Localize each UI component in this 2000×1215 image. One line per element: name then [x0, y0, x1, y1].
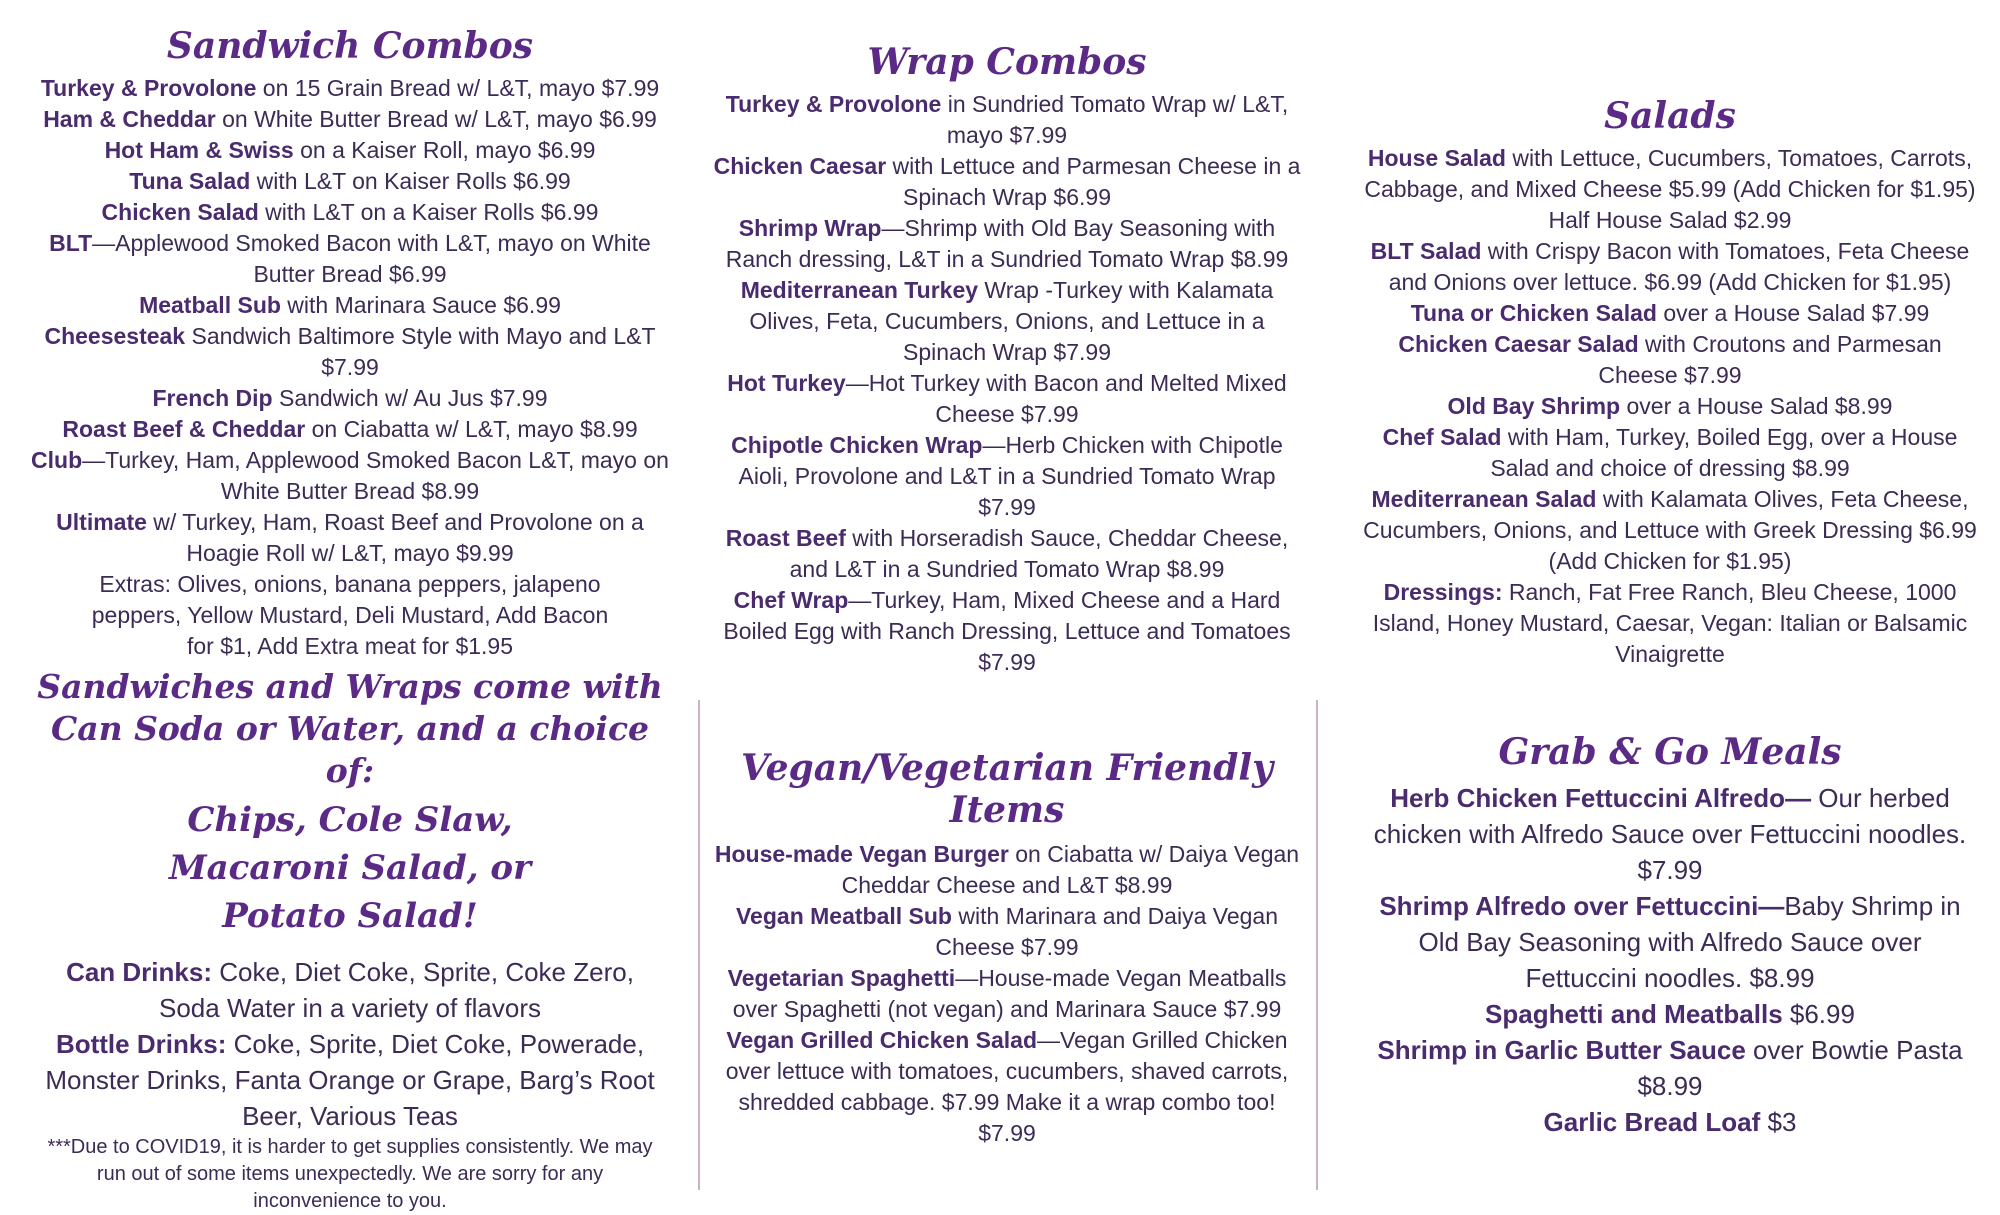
menu-item: Shrimp Alfredo over Fettuccini—Baby Shrimp in Old Bay Seasoning with Alfredo Sauce over Fettuccini noodles. $8.99 — [1379, 890, 1961, 993]
menu-item: Mediterranean Salad with Kalamata Olives, Feta Cheese, Cucumbers, Onions, and Lettuce with Greek Dressing $6.99 (Add Chicken for $1.95) — [1363, 486, 1977, 575]
menu-item: Chicken Caesar Salad with Croutons and Parmesan Cheese $7.99 — [1398, 331, 1942, 389]
menu-item: Old Bay Shrimp over a House Salad $8.99 — [1447, 393, 1893, 420]
grab-go-list — [1360, 780, 1980, 1140]
vegan-list — [712, 839, 1302, 1149]
bottle-drinks: Bottle Drinks: Coke, Sprite, Diet Coke, Powerade, Monster Drinks, Fanta Orange or Grape, Barg’s Root Beer, Various Teas — [45, 1029, 655, 1132]
menu-item: Herb Chicken Fettuccini Alfredo— Our herbed chicken with Alfredo Sauce over Fettuccini noodles. $7.99 — [1373, 782, 1967, 885]
column-wraps — [712, 0, 1302, 1149]
section-title-wrap-combos: Wrap Combos — [867, 41, 1147, 83]
section-title-grab-go: Grab & Go Meals — [1498, 731, 1842, 774]
menu-item: Chef Wrap—Turkey, Ham, Mixed Cheese and a Hard Boiled Egg with Ranch Dressing, Lettuce and Tomatoes $7.99 — [723, 587, 1291, 676]
menu-item: Club—Turkey, Ham, Applewood Smoked Bacon L&T, mayo on White Butter Bread $8.99 — [31, 447, 669, 505]
menu-item: Tuna or Chicken Salad over a House Salad $7.99 — [1410, 300, 1930, 327]
can-drinks: Can Drinks: Coke, Diet Coke, Sprite, Coke Zero, Soda Water in a variety of flavors — [66, 957, 634, 1024]
menu-item: Tuna Salad with L&T on Kaiser Rolls $6.99 — [129, 168, 571, 195]
wrap-combos-list — [712, 89, 1302, 678]
menu-item: Spaghetti and Meatballs $6.99 — [1485, 998, 1855, 1029]
menu-item: Vegan Grilled Chicken Salad—Vegan Grilled Chicken over lettuce with tomatoes, cucumbers, shaved carrots, shredded cabbage. $7.99 Make it a wrap combo too! $7.99 — [725, 1027, 1289, 1147]
menu-item: Turkey & Provolone on 15 Grain Bread w/ L&T, mayo $7.99 — [40, 75, 660, 102]
menu-item: Chicken Caesar with Lettuce and Parmesan Cheese in a Spinach Wrap $6.99 — [713, 153, 1301, 211]
menu-item: Turkey & Provolone in Sundried Tomato Wrap w/ L&T, mayo $7.99 — [725, 91, 1289, 149]
column-divider-right — [1316, 700, 1318, 1190]
menu-item: Chef Salad with Ham, Turkey, Boiled Egg, over a House Salad and choice of dressing $8.99 — [1382, 424, 1958, 482]
menu-item: BLT—Applewood Smoked Bacon with L&T, mayo on White Butter Bread $6.99 — [49, 230, 651, 288]
menu-item: Hot Turkey—Hot Turkey with Bacon and Melted Mixed Cheese $7.99 — [727, 370, 1287, 428]
menu-item: Roast Beef & Cheddar on Ciabatta w/ L&T, mayo $8.99 — [62, 416, 638, 443]
menu-item: Garlic Bread Loaf $3 — [1543, 1106, 1797, 1137]
menu-item: Roast Beef with Horseradish Sauce, Cheddar Cheese, and L&T in a Sundried Tomato Wrap $8.99 — [725, 525, 1289, 583]
extras-text: Extras: Olives, onions, banana peppers, jalapeno peppers, Yellow Mustard, Deli Mustard, Add Bacon for $1, Add Extra meat for $1.95 — [91, 571, 609, 660]
covid-notice: ***Due to COVID19, it is harder to get supplies consistently. We may run out of some items unexpectedly. We are sorry for any inconvenience to you. — [47, 1136, 653, 1213]
menu-item: Vegan Meatball Sub with Marinara and Daiya Vegan Cheese $7.99 — [735, 903, 1279, 961]
menu-item: Chipotle Chicken Wrap—Herb Chicken with Chipotle Aioli, Provolone and L&T in a Sundried Tomato Wrap $7.99 — [731, 432, 1283, 521]
menu-item: Chicken Salad with L&T on a Kaiser Rolls $6.99 — [101, 199, 599, 226]
menu-item: House-made Vegan Burger on Ciabatta w/ Daiya Vegan Cheddar Cheese and L&T $8.99 — [714, 841, 1300, 899]
menu-item: Vegetarian Spaghetti—House-made Vegan Meatballs over Spaghetti (not vegan) and Marinara Sauce $7.99 — [727, 965, 1287, 1023]
promo-line-2: Chips, Cole Slaw, Macaroni Salad, or Potato Salad! — [168, 800, 532, 937]
menu-item: Shrimp in Garlic Butter Sauce over Bowtie Pasta $8.99 — [1377, 1034, 1963, 1101]
menu-item: Ultimate w/ Turkey, Ham, Roast Beef and Provolone on a Hoagie Roll w/ L&T, mayo $9.99 — [56, 509, 644, 567]
drinks-section — [30, 954, 670, 1215]
dressings: Dressings: Ranch, Fat Free Ranch, Bleu Cheese, 1000 Island, Honey Mustard, Caesar, Vegan: Italian or Balsamic Vinaigrette — [1372, 579, 1968, 668]
section-title-salads: Salads — [1604, 95, 1736, 137]
column-salads — [1360, 0, 1980, 1140]
section-title-sandwich-combos: Sandwich Combos — [166, 25, 534, 67]
section-title-vegan: Vegan/Vegetarian Friendly Items — [740, 747, 1273, 831]
menu-item: Meatball Sub with Marinara Sauce $6.99 — [139, 292, 561, 319]
salads-list — [1360, 143, 1980, 670]
menu-item: Mediterranean Turkey Wrap -Turkey with Kalamata Olives, Feta, Cucumbers, Onions, and Lettuce in a Spinach Wrap $7.99 — [740, 277, 1274, 366]
menu-item: Hot Ham & Swiss on a Kaiser Roll, mayo $6.99 — [104, 137, 596, 164]
column-divider-left — [698, 700, 700, 1190]
promo-line-1: Sandwiches and Wraps come with Can Soda or Water, and a choice of: — [37, 667, 663, 791]
menu-item: Cheesesteak Sandwich Baltimore Style with Mayo and L&T $7.99 — [44, 323, 656, 381]
menu-item: BLT Salad with Crispy Bacon with Tomatoes, Feta Cheese and Onions over lettuce. $6.99 (Add Chicken for $1.95) — [1370, 238, 1970, 296]
combo-promo — [30, 666, 670, 940]
column-sandwiches — [30, 0, 670, 1215]
menu-item: House Salad with Lettuce, Cucumbers, Tomatoes, Carrots, Cabbage, and Mixed Cheese $5.99 (Add Chicken for $1.95) Half House Salad $2.99 — [1364, 145, 1976, 234]
menu-item: French Dip Sandwich w/ Au Jus $7.99 — [152, 385, 548, 412]
menu-item: Ham & Cheddar on White Butter Bread w/ L&T, mayo $6.99 — [43, 106, 657, 133]
menu-item: Shrimp Wrap—Shrimp with Old Bay Seasoning with Ranch dressing, L&T in a Sundried Tomato Wrap $8.99 — [725, 215, 1289, 273]
sandwich-combos-list — [30, 73, 670, 662]
